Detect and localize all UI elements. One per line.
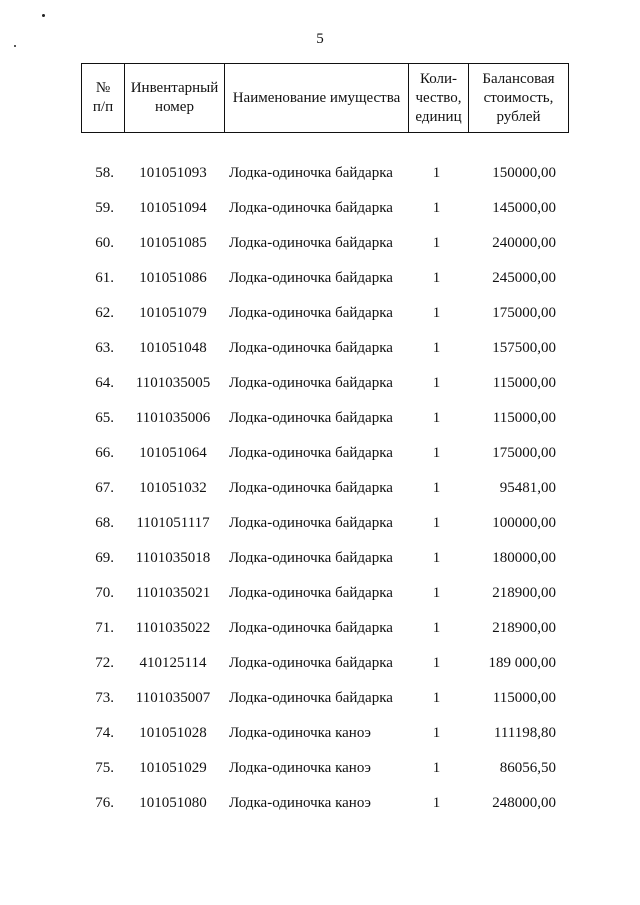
property-name: Лодка-одиночка каноэ <box>229 795 371 811</box>
balance-cost: 115000,00 <box>492 410 556 426</box>
row-number: 65. <box>95 410 114 426</box>
property-name: Лодка-одиночка байдарка <box>229 165 393 181</box>
row-number-cell <box>81 296 123 331</box>
balance-cost-cell <box>466 226 564 261</box>
quantity-cell <box>407 296 466 331</box>
balance-cost-cell <box>466 681 564 716</box>
row-number: 67. <box>95 480 114 496</box>
property-name-cell <box>223 191 407 226</box>
balance-cost: 157500,00 <box>492 340 556 356</box>
table-row <box>81 786 564 821</box>
row-number: 63. <box>95 340 114 356</box>
row-number: 73. <box>95 690 114 706</box>
inventory-number-cell <box>123 401 223 436</box>
table-row <box>81 506 564 541</box>
inventory-number: 101051093 <box>139 165 207 181</box>
quantity: 1 <box>432 340 441 356</box>
quantity-cell <box>407 506 466 541</box>
inventory-number: 101051032 <box>139 480 207 496</box>
table-row <box>81 366 564 401</box>
property-name: Лодка-одиночка байдарка <box>229 375 393 391</box>
balance-cost-cell <box>466 261 564 296</box>
property-name-cell <box>223 541 407 576</box>
quantity: 1 <box>432 550 441 566</box>
property-name-cell <box>223 471 407 506</box>
property-name-cell <box>223 681 407 716</box>
inventory-number-cell <box>123 786 223 821</box>
quantity: 1 <box>432 445 441 461</box>
inventory-number: 101051048 <box>139 340 207 356</box>
balance-cost-cell <box>466 751 564 786</box>
row-number: 68. <box>95 515 114 531</box>
header-balance-cost: Балансовая стоимость, рублей <box>469 64 569 133</box>
quantity: 1 <box>432 480 441 496</box>
inventory-number-cell <box>123 576 223 611</box>
table-row <box>81 401 564 436</box>
balance-cost: 100000,00 <box>492 515 556 531</box>
property-name-cell <box>223 401 407 436</box>
quantity: 1 <box>432 655 441 671</box>
property-name-cell <box>223 506 407 541</box>
inventory-number-cell <box>123 296 223 331</box>
balance-cost-cell <box>466 331 564 366</box>
inventory-number: 101051028 <box>139 725 207 741</box>
balance-cost-cell <box>466 541 564 576</box>
row-number-cell <box>81 506 123 541</box>
property-name-cell <box>223 436 407 471</box>
balance-cost-cell <box>466 191 564 226</box>
header-quantity: Коли- чество, единиц <box>409 64 469 133</box>
row-number-cell <box>81 226 123 261</box>
row-number: 61. <box>95 270 114 286</box>
page-number: 5 <box>316 31 324 47</box>
quantity: 1 <box>432 165 441 181</box>
table-row <box>81 436 564 471</box>
row-number-cell <box>81 751 123 786</box>
property-name: Лодка-одиночка байдарка <box>229 270 393 286</box>
scan-speck <box>42 14 45 17</box>
row-number-cell <box>81 436 123 471</box>
row-number: 76. <box>95 795 114 811</box>
quantity: 1 <box>432 375 441 391</box>
quantity-cell <box>407 541 466 576</box>
quantity: 1 <box>432 795 441 811</box>
property-name: Лодка-одиночка байдарка <box>229 340 393 356</box>
property-name-cell <box>223 366 407 401</box>
property-name-cell <box>223 786 407 821</box>
table-row <box>81 541 564 576</box>
inventory-number-cell <box>123 331 223 366</box>
inventory-number: 1101035005 <box>135 375 211 391</box>
inventory-number-cell <box>123 436 223 471</box>
quantity: 1 <box>432 620 441 636</box>
table-row <box>81 471 564 506</box>
inventory-number: 1101051117 <box>136 515 210 531</box>
table-row <box>81 611 564 646</box>
row-number-cell <box>81 611 123 646</box>
row-number: 72. <box>95 655 114 671</box>
balance-cost-cell <box>466 436 564 471</box>
inventory-number-cell <box>123 751 223 786</box>
inventory-number: 1101035018 <box>135 550 211 566</box>
balance-cost: 145000,00 <box>492 200 556 216</box>
row-number: 64. <box>95 375 114 391</box>
quantity: 1 <box>432 690 441 706</box>
property-name-cell <box>223 576 407 611</box>
table-row <box>81 156 564 191</box>
balance-cost-cell <box>466 296 564 331</box>
property-name: Лодка-одиночка байдарка <box>229 410 393 426</box>
inventory-number: 101051029 <box>139 760 207 776</box>
property-name: Лодка-одиночка каноэ <box>229 760 371 776</box>
property-name-cell <box>223 156 407 191</box>
inventory-number-cell <box>123 646 223 681</box>
inventory-number: 101051079 <box>139 305 207 321</box>
row-number: 75. <box>95 760 114 776</box>
row-number-cell <box>81 646 123 681</box>
inventory-number-cell <box>123 261 223 296</box>
quantity: 1 <box>432 270 441 286</box>
row-number-cell <box>81 156 123 191</box>
balance-cost-cell <box>466 401 564 436</box>
property-name-cell <box>223 261 407 296</box>
quantity-cell <box>407 331 466 366</box>
table-row <box>81 331 564 366</box>
quantity: 1 <box>432 235 441 251</box>
balance-cost-cell <box>466 716 564 751</box>
property-name: Лодка-одиночка байдарка <box>229 690 393 706</box>
inventory-number: 101051094 <box>139 200 207 216</box>
balance-cost-cell <box>466 156 564 191</box>
property-name-cell <box>223 751 407 786</box>
property-name-cell <box>223 331 407 366</box>
inventory-number-cell <box>123 716 223 751</box>
inventory-number-cell <box>123 541 223 576</box>
property-name: Лодка-одиночка байдарка <box>229 235 393 251</box>
row-number-cell <box>81 716 123 751</box>
row-number-cell <box>81 366 123 401</box>
table-row <box>81 226 564 261</box>
inventory-number: 101051080 <box>139 795 207 811</box>
balance-cost: 115000,00 <box>492 375 556 391</box>
property-name-cell <box>223 296 407 331</box>
balance-cost-cell <box>466 471 564 506</box>
balance-cost: 175000,00 <box>492 445 556 461</box>
quantity: 1 <box>432 410 441 426</box>
balance-cost: 95481,00 <box>499 480 556 496</box>
inventory-number: 410125114 <box>139 655 207 671</box>
quantity-cell <box>407 226 466 261</box>
inventory-number: 1101035022 <box>135 620 211 636</box>
row-number-cell <box>81 786 123 821</box>
balance-cost: 111198,80 <box>493 725 556 741</box>
balance-cost-cell <box>466 506 564 541</box>
inventory-number-cell <box>123 611 223 646</box>
table-row <box>81 681 564 716</box>
header-inventory-number: Инвентарный номер <box>125 64 225 133</box>
row-number: 60. <box>95 235 114 251</box>
property-name-cell <box>223 611 407 646</box>
quantity-cell <box>407 471 466 506</box>
balance-cost-cell <box>466 786 564 821</box>
property-name-cell <box>223 226 407 261</box>
inventory-number-cell <box>123 226 223 261</box>
property-name: Лодка-одиночка байдарка <box>229 550 393 566</box>
table-row <box>81 576 564 611</box>
balance-cost: 175000,00 <box>492 305 556 321</box>
balance-cost-cell <box>466 611 564 646</box>
balance-cost: 180000,00 <box>492 550 556 566</box>
inventory-number-cell <box>123 366 223 401</box>
quantity: 1 <box>432 585 441 601</box>
row-number: 62. <box>95 305 114 321</box>
property-name: Лодка-одиночка байдарка <box>229 655 393 671</box>
property-name: Лодка-одиночка байдарка <box>229 620 393 636</box>
row-number-cell <box>81 191 123 226</box>
inventory-number-cell <box>123 506 223 541</box>
table-row <box>81 716 564 751</box>
inventory-number: 101051085 <box>139 235 207 251</box>
row-number-cell <box>81 401 123 436</box>
quantity-cell <box>407 156 466 191</box>
row-number-cell <box>81 541 123 576</box>
balance-cost-cell <box>466 366 564 401</box>
inventory-number: 101051064 <box>139 445 207 461</box>
balance-cost: 248000,00 <box>492 795 556 811</box>
quantity-cell <box>407 611 466 646</box>
quantity-cell <box>407 786 466 821</box>
property-name-cell <box>223 716 407 751</box>
row-number: 59. <box>95 200 114 216</box>
balance-cost: 189 000,00 <box>488 655 556 671</box>
property-name: Лодка-одиночка каноэ <box>229 725 371 741</box>
balance-cost: 150000,00 <box>492 165 556 181</box>
inventory-number: 101051086 <box>139 270 207 286</box>
quantity-cell <box>407 646 466 681</box>
quantity-cell <box>407 191 466 226</box>
quantity-cell <box>407 751 466 786</box>
property-name: Лодка-одиночка байдарка <box>229 305 393 321</box>
row-number-cell <box>81 261 123 296</box>
property-name-cell <box>223 646 407 681</box>
balance-cost-cell <box>466 576 564 611</box>
table-row <box>81 191 564 226</box>
quantity: 1 <box>432 760 441 776</box>
quantity-cell <box>407 576 466 611</box>
inventory-number-cell <box>123 681 223 716</box>
quantity: 1 <box>432 305 441 321</box>
inventory-number: 1101035007 <box>135 690 211 706</box>
row-number: 74. <box>95 725 114 741</box>
property-table <box>81 156 564 821</box>
property-name: Лодка-одиночка байдарка <box>229 585 393 601</box>
balance-cost: 115000,00 <box>492 690 556 706</box>
table-row <box>81 261 564 296</box>
row-number-cell <box>81 471 123 506</box>
row-number: 66. <box>95 445 114 461</box>
balance-cost: 218900,00 <box>492 585 556 601</box>
quantity-cell <box>407 261 466 296</box>
inventory-number-cell <box>123 471 223 506</box>
property-name: Лодка-одиночка байдарка <box>229 200 393 216</box>
property-name: Лодка-одиночка байдарка <box>229 515 393 531</box>
balance-cost-cell <box>466 646 564 681</box>
row-number: 58. <box>95 165 114 181</box>
inventory-number-cell <box>123 156 223 191</box>
row-number-cell <box>81 576 123 611</box>
row-number: 69. <box>95 550 114 566</box>
balance-cost: 245000,00 <box>492 270 556 286</box>
table-row <box>81 296 564 331</box>
property-name: Лодка-одиночка байдарка <box>229 445 393 461</box>
quantity-cell <box>407 436 466 471</box>
table-row <box>81 646 564 681</box>
inventory-number: 1101035006 <box>135 410 211 426</box>
header-property-name: Наименование имущества <box>225 64 409 133</box>
quantity-cell <box>407 681 466 716</box>
inventory-number: 1101035021 <box>135 585 211 601</box>
quantity-cell <box>407 401 466 436</box>
quantity: 1 <box>432 515 441 531</box>
inventory-number-cell <box>123 191 223 226</box>
table-header <box>81 63 569 133</box>
row-number: 71. <box>95 620 114 636</box>
quantity: 1 <box>432 200 441 216</box>
balance-cost: 218900,00 <box>492 620 556 636</box>
balance-cost: 240000,00 <box>492 235 556 251</box>
quantity-cell <box>407 366 466 401</box>
row-number-cell <box>81 331 123 366</box>
header-number: № п/п <box>82 64 125 133</box>
quantity-cell <box>407 716 466 751</box>
row-number-cell <box>81 681 123 716</box>
row-number: 70. <box>95 585 114 601</box>
quantity: 1 <box>432 725 441 741</box>
balance-cost: 86056,50 <box>499 760 556 776</box>
property-name: Лодка-одиночка байдарка <box>229 480 393 496</box>
table-row <box>81 751 564 786</box>
